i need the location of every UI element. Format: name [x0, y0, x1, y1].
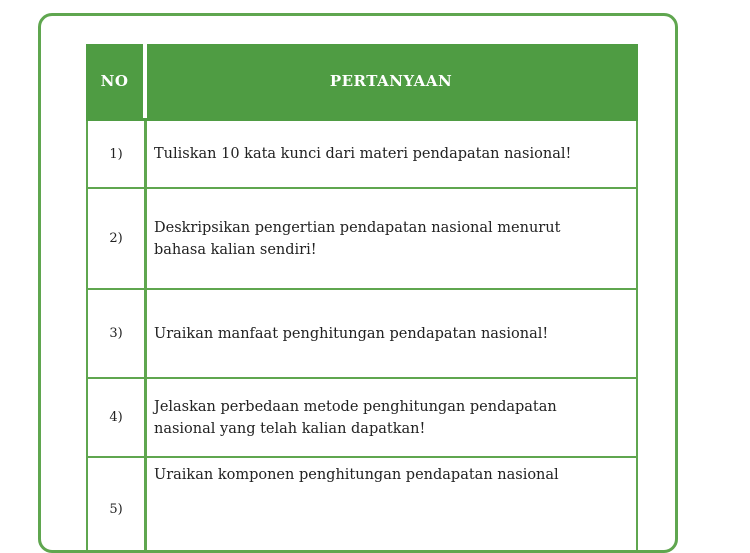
table-row	[86, 290, 638, 379]
header-no: NO	[86, 44, 147, 118]
table-row	[86, 121, 638, 189]
table-row	[86, 189, 638, 290]
row-question: Uraikan komponen penghitungan pendapatan nasional	[147, 458, 638, 553]
row-question: Tuliskan 10 kata kunci dari materi pendapatan nasional!	[147, 121, 638, 187]
row-number: 4)	[86, 379, 147, 456]
row-question: Jelaskan perbedaan metode penghitungan pendapatan nasional yang telah kalian dapatkan!	[147, 379, 638, 456]
row-number: 3)	[86, 290, 147, 377]
row-question: Deskripsikan pengertian pendapatan nasional menurut bahasa kalian sendiri!	[147, 189, 638, 288]
row-number: 2)	[86, 189, 147, 288]
table-row	[86, 379, 638, 458]
header-question: PERTANYAAN	[329, 72, 453, 90]
row-number: 1)	[86, 121, 147, 187]
table-row	[86, 458, 638, 553]
row-number: 5)	[86, 458, 147, 553]
question-table	[86, 44, 638, 553]
row-question: Uraikan manfaat penghitungan pendapatan nasional!	[147, 290, 638, 377]
table-header	[86, 44, 638, 121]
